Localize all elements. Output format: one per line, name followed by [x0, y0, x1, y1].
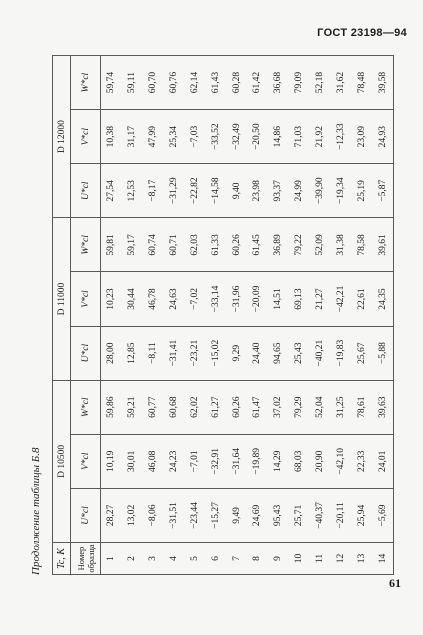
- value-cell: 9,49: [226, 488, 247, 542]
- value-cell: 31,62: [330, 56, 351, 110]
- value-cell: 9,40: [226, 164, 247, 218]
- value-cell: 95,43: [268, 488, 289, 542]
- sample-number-cell: 12: [330, 543, 351, 575]
- sample-number-cell: 14: [372, 543, 394, 575]
- page-number: 61: [389, 576, 401, 590]
- value-cell: 59,74: [101, 56, 122, 110]
- value-cell: −32,91: [205, 434, 226, 488]
- value-cell: −33,52: [205, 110, 226, 164]
- value-cell: 78,48: [351, 56, 372, 110]
- table-row: [226, 56, 247, 575]
- value-cell: 23,98: [247, 164, 268, 218]
- value-cell: 21,92: [309, 110, 330, 164]
- value-cell: −42,10: [330, 434, 351, 488]
- value-cell: 68,03: [289, 434, 310, 488]
- value-cell: 46,08: [143, 434, 164, 488]
- table-row: [101, 56, 122, 575]
- value-cell: 12,53: [122, 164, 143, 218]
- value-cell: −39,90: [309, 164, 330, 218]
- value-cell: 60,74: [143, 218, 164, 272]
- value-cell: 59,86: [101, 380, 122, 434]
- sample-number-cell: 6: [205, 543, 226, 575]
- value-cell: 24,40: [247, 326, 268, 380]
- value-cell: 60,71: [164, 218, 185, 272]
- value-cell: 94,65: [268, 326, 289, 380]
- table-row: [330, 56, 351, 575]
- sample-number-cell: 2: [122, 543, 143, 575]
- table-row: [372, 56, 394, 575]
- sample-number-cell: 4: [164, 543, 185, 575]
- value-cell: −19,83: [330, 326, 351, 380]
- group-header: D 11000: [53, 218, 71, 380]
- value-cell: 10,38: [101, 110, 122, 164]
- value-cell: 79,09: [289, 56, 310, 110]
- table-row: [184, 56, 205, 575]
- value-cell: 36,89: [268, 218, 289, 272]
- column-header: W*cl: [71, 56, 101, 110]
- value-cell: −20,50: [247, 110, 268, 164]
- value-cell: 78,61: [351, 380, 372, 434]
- value-cell: 28,27: [101, 488, 122, 542]
- value-cell: −42,21: [330, 272, 351, 326]
- value-cell: −20,09: [247, 272, 268, 326]
- value-cell: 31,25: [330, 380, 351, 434]
- value-cell: 24,63: [164, 272, 185, 326]
- group-header: D 10500: [53, 380, 71, 542]
- value-cell: 79,29: [289, 380, 310, 434]
- value-cell: 59,11: [122, 56, 143, 110]
- sample-number-header: Номер образца: [71, 543, 101, 575]
- column-header: V*cl: [71, 272, 101, 326]
- value-cell: 30,01: [122, 434, 143, 488]
- value-cell: −14,58: [205, 164, 226, 218]
- value-cell: −15,27: [205, 488, 226, 542]
- table-body: [101, 56, 394, 575]
- column-header: W*cl: [71, 380, 101, 434]
- value-cell: 59,81: [101, 218, 122, 272]
- value-cell: 25,34: [164, 110, 185, 164]
- value-cell: 60,26: [226, 380, 247, 434]
- value-cell: 52,09: [309, 218, 330, 272]
- value-cell: 36,68: [268, 56, 289, 110]
- sample-number-cell: 7: [226, 543, 247, 575]
- value-cell: −31,64: [226, 434, 247, 488]
- value-cell: −12,33: [330, 110, 351, 164]
- column-header: U*cl: [71, 326, 101, 380]
- table-caption: Продолжение таблицы Б.8: [30, 447, 42, 575]
- value-cell: 10,19: [101, 434, 122, 488]
- value-cell: −31,41: [164, 326, 185, 380]
- value-cell: 25,43: [289, 326, 310, 380]
- value-cell: 24,35: [372, 272, 394, 326]
- value-cell: 60,26: [226, 218, 247, 272]
- value-cell: 78,58: [351, 218, 372, 272]
- value-cell: 39,61: [372, 218, 394, 272]
- value-cell: 9,29: [226, 326, 247, 380]
- value-cell: −31,96: [226, 272, 247, 326]
- value-cell: 13,02: [122, 488, 143, 542]
- value-cell: 60,28: [226, 56, 247, 110]
- temperature-label: Tc, K: [53, 543, 71, 575]
- value-cell: 25,71: [289, 488, 310, 542]
- rotated-content: [30, 50, 400, 575]
- table-row: [247, 56, 268, 575]
- value-cell: 25,19: [351, 164, 372, 218]
- table-row: [205, 56, 226, 575]
- value-cell: −7,02: [184, 272, 205, 326]
- value-cell: 24,93: [372, 110, 394, 164]
- value-cell: −32,49: [226, 110, 247, 164]
- value-cell: −40,37: [309, 488, 330, 542]
- value-cell: −5,69: [372, 488, 394, 542]
- value-cell: 52,04: [309, 380, 330, 434]
- table-row: [289, 56, 310, 575]
- value-cell: 14,86: [268, 110, 289, 164]
- table-row: [268, 56, 289, 575]
- value-cell: −5,88: [372, 326, 394, 380]
- value-cell: 12,85: [122, 326, 143, 380]
- value-cell: 60,77: [143, 380, 164, 434]
- value-cell: −31,29: [164, 164, 185, 218]
- value-cell: −23,44: [184, 488, 205, 542]
- sample-number-cell: 11: [309, 543, 330, 575]
- value-cell: 21,27: [309, 272, 330, 326]
- value-cell: 14,51: [268, 272, 289, 326]
- value-cell: −8,11: [143, 326, 164, 380]
- table-row: [309, 56, 330, 575]
- rotated-table-area: [30, 50, 400, 575]
- value-cell: 31,17: [122, 110, 143, 164]
- sample-number-cell: 9: [268, 543, 289, 575]
- sample-number-cell: 13: [351, 543, 372, 575]
- column-header: U*cl: [71, 164, 101, 218]
- value-cell: 61,27: [205, 380, 226, 434]
- value-cell: 22,33: [351, 434, 372, 488]
- table-row: [122, 56, 143, 575]
- value-cell: 62,14: [184, 56, 205, 110]
- value-cell: 25,94: [351, 488, 372, 542]
- value-cell: 93,37: [268, 164, 289, 218]
- data-table: [52, 55, 394, 575]
- document-header: ГОСТ 23198—94: [317, 27, 407, 39]
- value-cell: −8,17: [143, 164, 164, 218]
- value-cell: 62,02: [184, 380, 205, 434]
- value-cell: −7,01: [184, 434, 205, 488]
- value-cell: 62,03: [184, 218, 205, 272]
- value-cell: 27,54: [101, 164, 122, 218]
- value-cell: −5,87: [372, 164, 394, 218]
- value-cell: −23,21: [184, 326, 205, 380]
- value-cell: 79,22: [289, 218, 310, 272]
- value-cell: −15,02: [205, 326, 226, 380]
- value-cell: −20,11: [330, 488, 351, 542]
- value-cell: 24,99: [289, 164, 310, 218]
- value-cell: 20,90: [309, 434, 330, 488]
- value-cell: −22,82: [184, 164, 205, 218]
- value-cell: −33,14: [205, 272, 226, 326]
- value-cell: 39,63: [372, 380, 394, 434]
- value-cell: 10,23: [101, 272, 122, 326]
- value-cell: 61,45: [247, 218, 268, 272]
- value-cell: 39,58: [372, 56, 394, 110]
- value-cell: −19,89: [247, 434, 268, 488]
- value-cell: 60,70: [143, 56, 164, 110]
- value-cell: −7,03: [184, 110, 205, 164]
- value-cell: 59,21: [122, 380, 143, 434]
- value-cell: 28,00: [101, 326, 122, 380]
- value-cell: 60,76: [164, 56, 185, 110]
- value-cell: −19,34: [330, 164, 351, 218]
- value-cell: 61,47: [247, 380, 268, 434]
- value-cell: 30,44: [122, 272, 143, 326]
- sample-number-cell: 1: [101, 543, 122, 575]
- value-cell: 24,01: [372, 434, 394, 488]
- value-cell: 69,13: [289, 272, 310, 326]
- value-cell: 46,78: [143, 272, 164, 326]
- value-cell: 61,42: [247, 56, 268, 110]
- value-cell: 22,61: [351, 272, 372, 326]
- column-header: V*cl: [71, 110, 101, 164]
- value-cell: 25,67: [351, 326, 372, 380]
- value-cell: 14,29: [268, 434, 289, 488]
- value-cell: 71,03: [289, 110, 310, 164]
- value-cell: 61,33: [205, 218, 226, 272]
- sample-number-cell: 3: [143, 543, 164, 575]
- column-header: W*cl: [71, 218, 101, 272]
- value-cell: 23,09: [351, 110, 372, 164]
- column-header: V*cl: [71, 434, 101, 488]
- value-cell: 52,18: [309, 56, 330, 110]
- value-cell: 24,69: [247, 488, 268, 542]
- table-row: [351, 56, 372, 575]
- value-cell: 47,99: [143, 110, 164, 164]
- value-cell: 59,17: [122, 218, 143, 272]
- sample-number-cell: 10: [289, 543, 310, 575]
- value-cell: 60,68: [164, 380, 185, 434]
- table-row: [143, 56, 164, 575]
- value-cell: −40,21: [309, 326, 330, 380]
- sample-number-cell: 5: [184, 543, 205, 575]
- table-row: [164, 56, 185, 575]
- value-cell: −8,06: [143, 488, 164, 542]
- sample-number-cell: 8: [247, 543, 268, 575]
- column-header: U*cl: [71, 488, 101, 542]
- value-cell: 31,38: [330, 218, 351, 272]
- value-cell: 24,23: [164, 434, 185, 488]
- value-cell: 61,43: [205, 56, 226, 110]
- group-header: D 12000: [53, 56, 71, 218]
- value-cell: −31,51: [164, 488, 185, 542]
- value-cell: 37,02: [268, 380, 289, 434]
